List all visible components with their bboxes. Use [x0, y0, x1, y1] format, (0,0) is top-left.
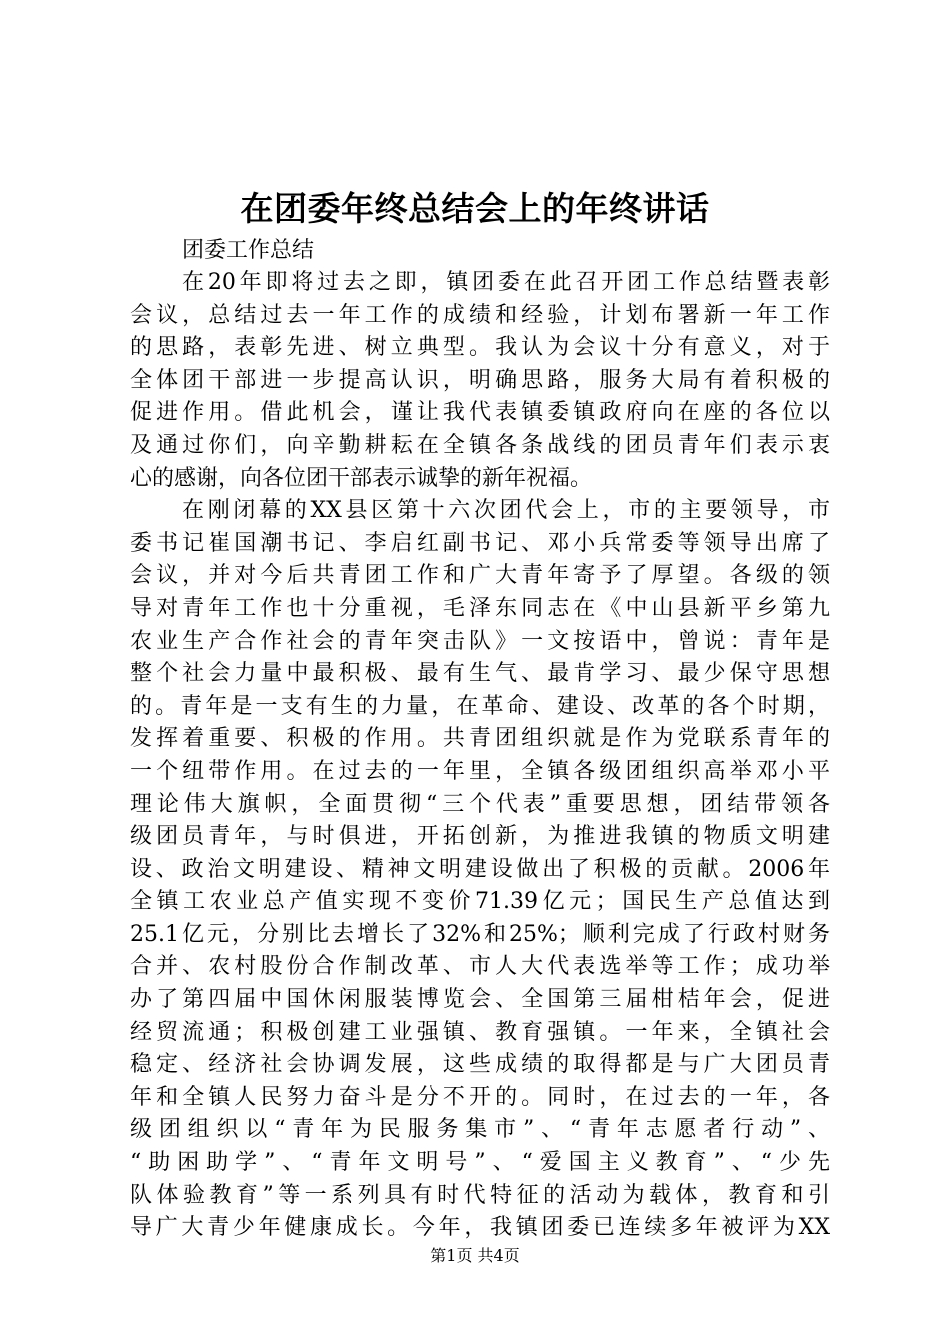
- body-line: 会议，总结过去一年工作的成绩和经验，计划布署新一年工作: [130, 302, 830, 328]
- body-line: 导广大青少年健康成长。今年，我镇团委已连续多年被评为XX: [130, 1215, 830, 1241]
- body-line: 经贸流通；积极创建工业强镇、教育强镇。一年来，全镇社会: [130, 1019, 830, 1045]
- document-subheading: 团委工作总结: [182, 238, 315, 263]
- body-line: 的思路，表彰先进、树立典型。我认为会议十分有意义，对于: [130, 335, 830, 361]
- body-line: 心的感谢，向各位团干部表示诚挚的新年祝福。: [130, 465, 593, 491]
- body-line: 的。青年是一支有生的力量，在革命、建设、改革的各个时期，: [130, 693, 830, 719]
- body-line: 级团员青年，与时俱进，开拓创新，为推进我镇的物质文明建: [130, 824, 830, 850]
- body-line: 年和全镇人民努力奋斗是分不开的。同时，在过去的一年，各: [130, 1084, 830, 1110]
- document-body: [130, 267, 830, 1245]
- body-line: 合并、农村股份合作制改革、市人大代表选举等工作；成功举: [130, 954, 830, 980]
- body-line: 全体团干部进一步提高认识，明确思路，服务大局有着积极的: [130, 367, 830, 393]
- body-line: 委书记崔国潮书记、李启红副书记、邓小兵常委等领导出席了: [130, 530, 830, 556]
- body-line: 级团组织以“青年为民服务集市”、“青年志愿者行动”、: [130, 1117, 830, 1143]
- body-line: “助困助学”、“青年文明号”、“爱国主义教育”、“少先: [130, 1150, 830, 1176]
- body-line: 队体验教育”等一系列具有时代特征的活动为载体，教育和引: [130, 1182, 830, 1208]
- body-line: 全镇工农业总产值实现不变价71.39亿元；国民生产总值达到: [130, 889, 830, 915]
- body-line: 整个社会力量中最积极、最有生气、最肯学习、最少保守思想: [130, 661, 830, 687]
- body-line: 在20年即将过去之即，镇团委在此召开团工作总结暨表彰: [182, 270, 830, 295]
- page-footer: 第1页 共4页: [430, 1246, 520, 1265]
- body-line: 稳定、经济社会协调发展，这些成绩的取得都是与广大团员青: [130, 1052, 830, 1078]
- body-line: 发挥着重要、积极的作用。共青团组织就是作为党联系青年的: [130, 726, 830, 752]
- body-line: 设、政治文明建设、精神文明建设做出了积极的贡献。2006年: [130, 856, 830, 882]
- body-line: 25.1亿元，分别比去增长了32%和25%；顺利完成了行政村财务: [130, 921, 830, 947]
- body-line: 在刚闭幕的XX县区第十六次团代会上，市的主要领导，市: [182, 498, 830, 524]
- body-line: 会议，并对今后共青团工作和广大青年寄予了厚望。各级的领: [130, 563, 830, 589]
- document-title: 在团委年终总结会上的年终讲话: [240, 189, 710, 228]
- body-line: 促进作用。借此机会，谨让我代表镇委镇政府向在座的各位以: [130, 400, 830, 426]
- body-line: 导对青年工作也十分重视，毛泽东同志在《中山县新平乡第九: [130, 595, 830, 621]
- body-line: 农业生产合作社会的青年突击队》一文按语中，曾说：青年是: [130, 628, 830, 654]
- body-line: 办了第四届中国休闲服装博览会、全国第三届柑桔年会，促进: [130, 987, 830, 1013]
- body-line: 一个纽带作用。在过去的一年里，全镇各级团组织高举邓小平: [130, 758, 830, 784]
- body-line: 及通过你们，向辛勤耕耘在全镇各条战线的团员青年们表示衷: [130, 432, 830, 458]
- body-line: 理论伟大旗帜，全面贯彻“三个代表”重要思想，团结带领各: [130, 791, 830, 817]
